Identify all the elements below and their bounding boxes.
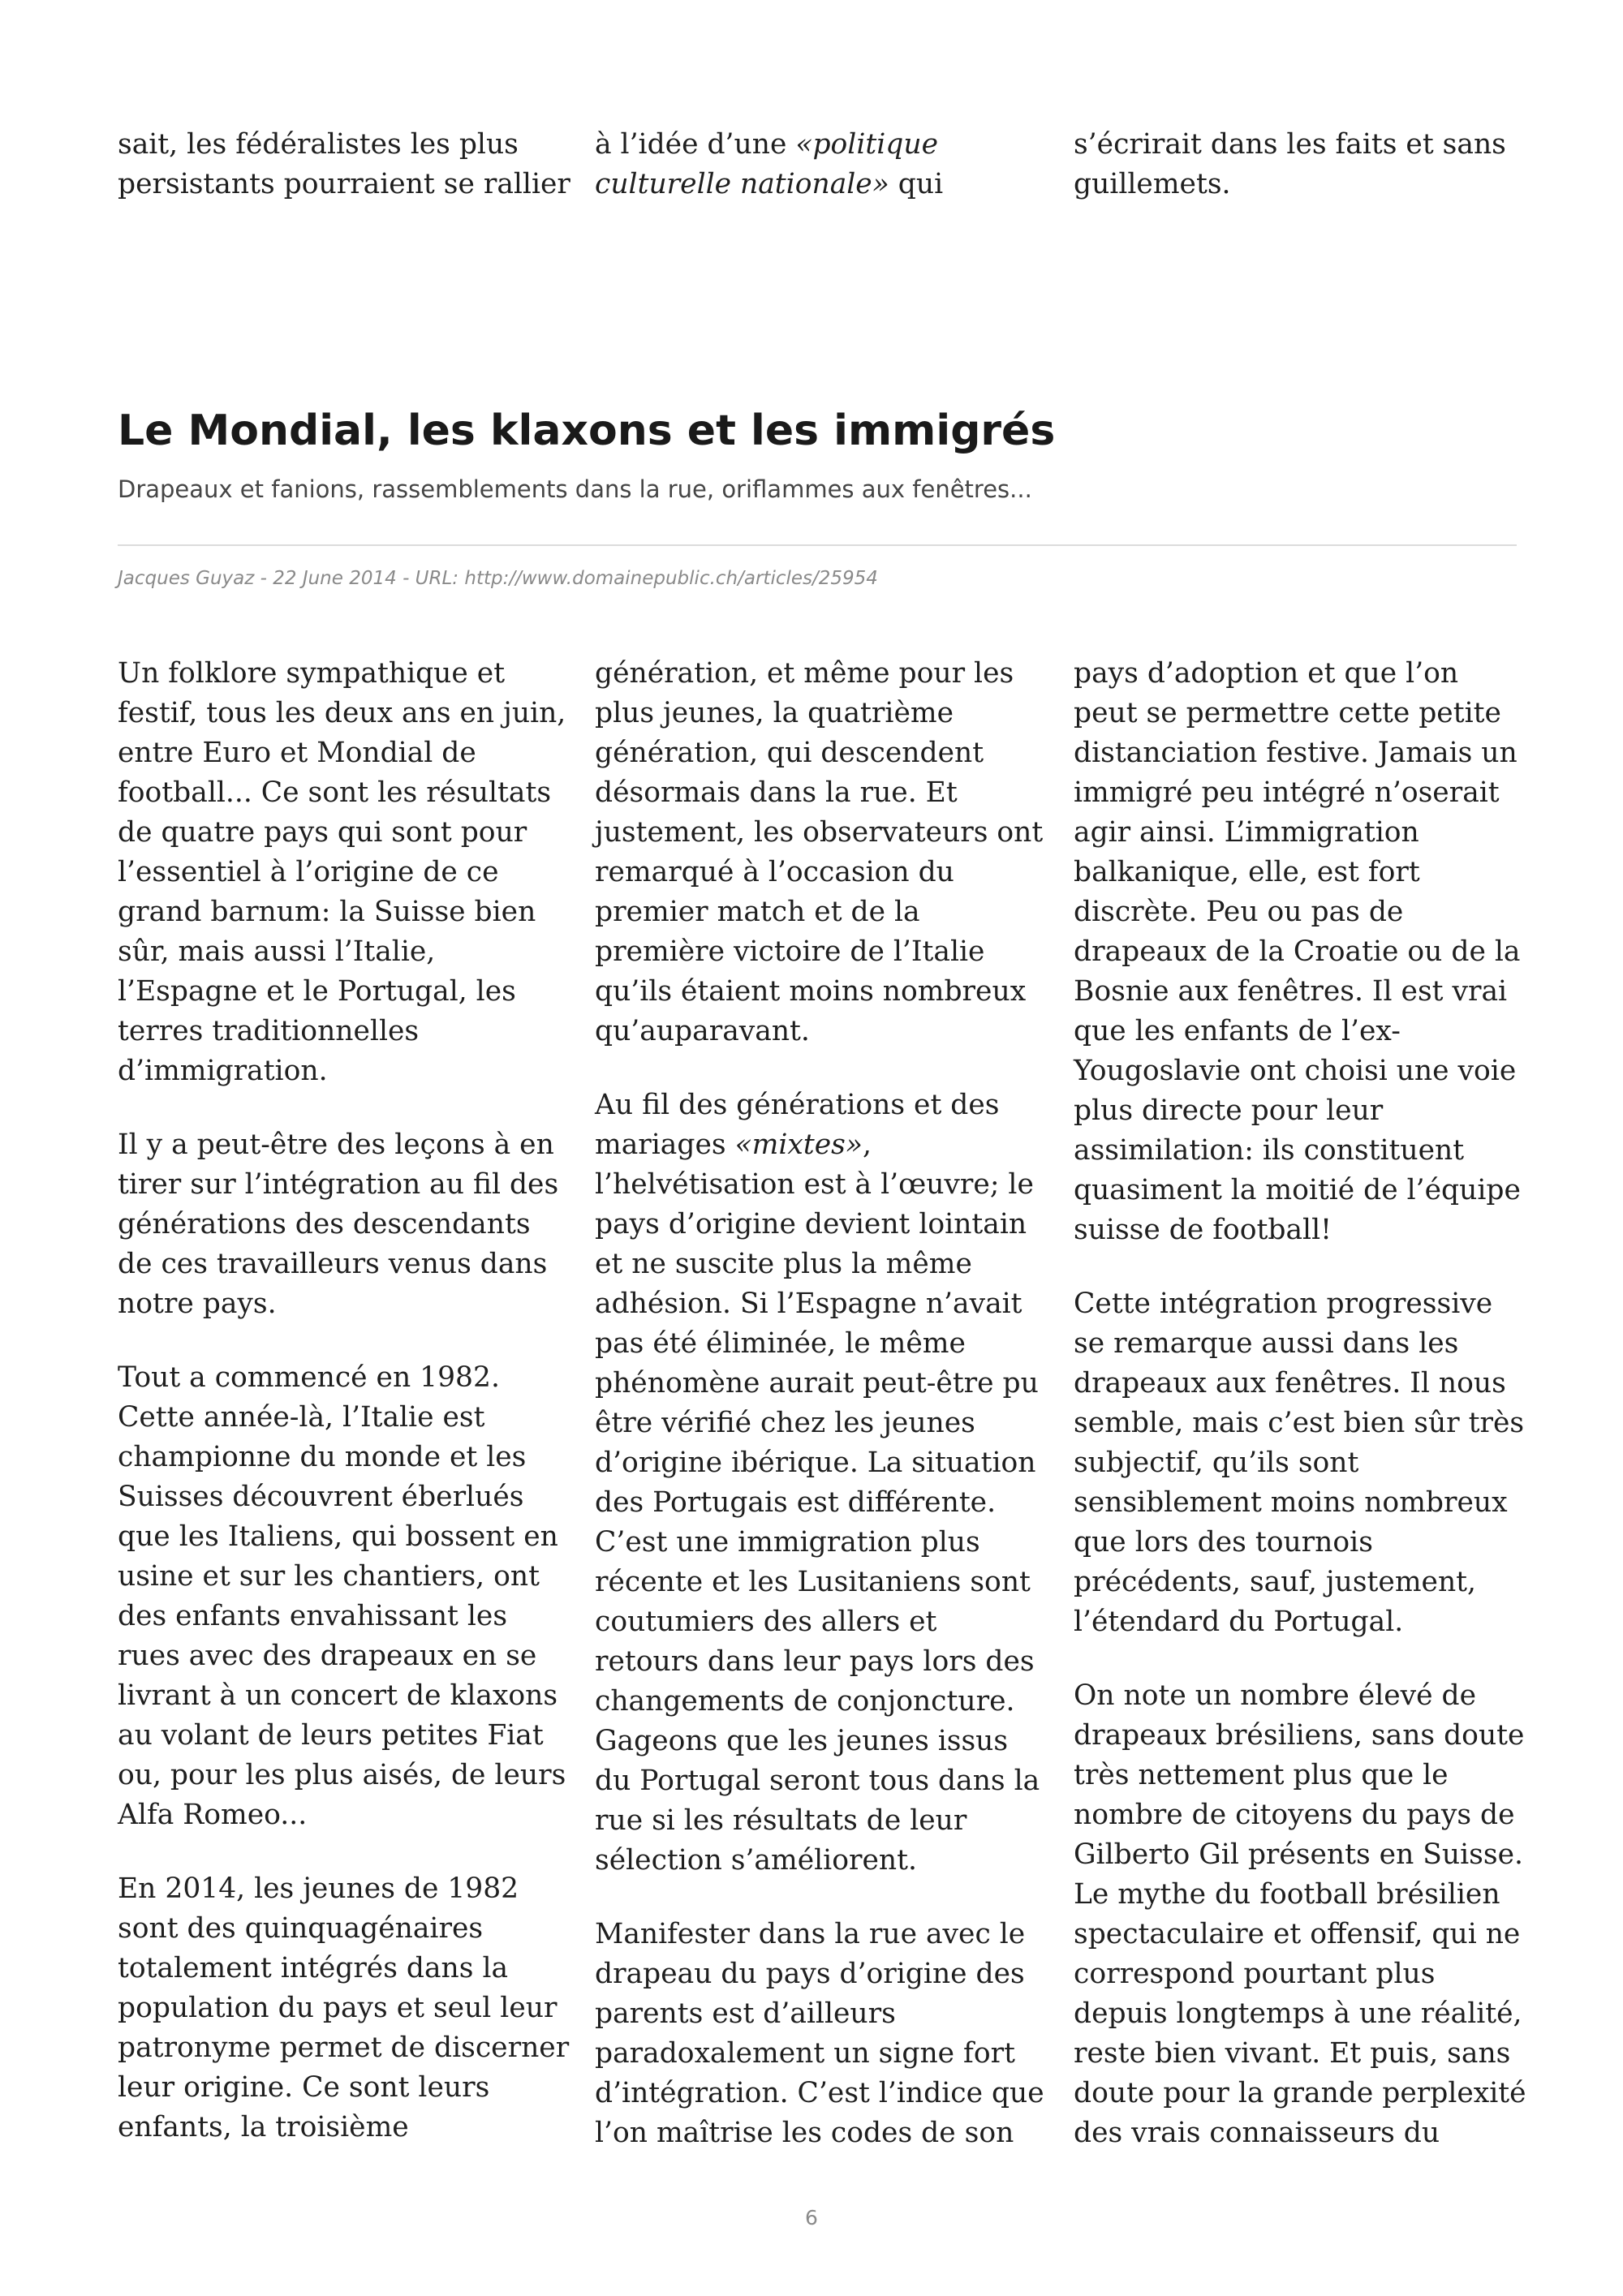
article-title: Le Mondial, les klaxons et les immigrés	[118, 406, 1056, 455]
header-divider	[118, 544, 1517, 546]
page-number: 6	[805, 2206, 818, 2229]
paragraph: Cette intégration progressive se remarque aussi dans les drapeaux aux fenêtres. Il nous semble, mais c’est bien sûr très subjectif, qu’ils sont sensiblement moins nombreux que lors des tournois précédents, sauf, justement, l’étendard du Portugal.	[1074, 1288, 1525, 1638]
previous-article-column-2	[595, 125, 1049, 204]
previous-article-text-3: s’écrirait dans les faits et sans guillemets.	[1074, 128, 1506, 200]
paragraph: Un folklore sympathique et festif, tous les deux ans en juin, entre Euro et Mondial de football... Ce sont les résultats de quatre pays qui sont pour l’essentiel à l’origine de ce grand barnum: la Suisse bien sûr, mais aussi l’Italie, l’Espagne et le Portugal, les terres traditionnelles d’immigration.	[118, 657, 566, 1087]
paragraph: Il y a peut-être des leçons à en tirer sur l’intégration au fil des générations des descendants de ces travailleurs venus dans notre pays.	[118, 1129, 559, 1320]
text-run: Au fil des générations et des mariages	[595, 1089, 1000, 1161]
text-run: qui	[889, 168, 944, 200]
previous-article-column-1	[118, 125, 572, 204]
paragraph: génération, et même pour les plus jeunes, la quatrième génération, qui descendent désormais dans la rue. Et justement, les observateurs ont remarqué à l’occasion du premier match et de la première victoire de l’Italie qu’ils étaient moins nombreux qu’auparavant.	[595, 657, 1044, 1047]
previous-article-text-2	[595, 125, 1049, 204]
article-column-2	[595, 654, 1049, 2153]
article-column-1	[118, 654, 572, 2148]
paragraph	[595, 1086, 1049, 1881]
quoted-phrase: «mixtes»	[734, 1129, 863, 1161]
text-run: à l’idée d’une	[595, 128, 796, 161]
previous-article-column-3	[1074, 125, 1528, 204]
article-column-3	[1074, 654, 1528, 2153]
article-meta: Jacques Guyaz - 22 June 2014 - URL: http://www.domainepublic.ch/articles/25954	[118, 568, 878, 589]
paragraph: On note un nombre élevé de drapeaux brésiliens, sans doute très nettement plus que le nombre de citoyens du pays de Gilberto Gil présents en Suisse. Le mythe du football brésilien spectaculaire et offensif, qui ne correspond pourtant plus depuis longtemps à une réalité, reste bien vivant. Et puis, sans doute pour la grande perplexité des vrais connaisseurs du	[1074, 1679, 1526, 2149]
previous-article-text-1: sait, les fédéralistes les plus persistants pourraient se rallier	[118, 128, 570, 200]
quoted-phrase: «politique culturelle nationale»	[595, 128, 938, 200]
paragraph: Manifester dans la rue avec le drapeau du pays d’origine des parents est d’ailleurs paradoxalement un signe fort d’intégration. C’est l’indice que l’on maîtrise les codes de son	[595, 1918, 1044, 2149]
paragraph: Tout a commencé en 1982. Cette année-là, l’Italie est championne du monde et les Suisses découvrent éberlués que les Italiens, qui bossent en usine et sur les chantiers, ont des enfants envahissant les rues avec des drapeaux en se livrant à un concert de klaxons au volant de leurs petites Fiat ou, pour les plus aisés, de leurs Alfa Romeo...	[118, 1361, 566, 1831]
paragraph: pays d’adoption et que l’on peut se permettre cette petite distanciation festive. Jamais un immigré peu intégré n’oserait agir ainsi. L’immigration balkanique, elle, est fort discrète. Peu ou pas de drapeaux de la Croatie ou de la Bosnie aux fenêtres. Il est vrai que les enfants de l’ex-Yougoslavie ont choisi une voie plus directe pour leur assimilation: ils constituent quasiment la moitié de l’équipe suisse de football!	[1074, 657, 1521, 1246]
text-run: , l’helvétisation est à l’œuvre; le pays d’origine devient lointain et ne suscite plus la même adhésion. Si l’Espagne n’avait pas été éliminée, le même phénomène aurait peut-être pu être vérifié chez les jeunes d’origine ibérique. La situation des Portugais est différente. C’est une immigration plus récente et les Lusitaniens sont coutumiers des allers et retours dans leur pays lors des changements de conjoncture. Gageons que les jeunes issus du Portugal seront tous dans la rue si les résultats de leur sélection s’améliorent.	[595, 1129, 1040, 1877]
paragraph: En 2014, les jeunes de 1982 sont des quinquagénaires totalement intégrés dans la population du pays et seul leur patronyme permet de discerner leur origine. Ce sont leurs enfants, la troisième	[118, 1872, 570, 2143]
article-subtitle: Drapeaux et fanions, rassemblements dans la rue, oriflammes aux fenêtres...	[118, 475, 1032, 503]
